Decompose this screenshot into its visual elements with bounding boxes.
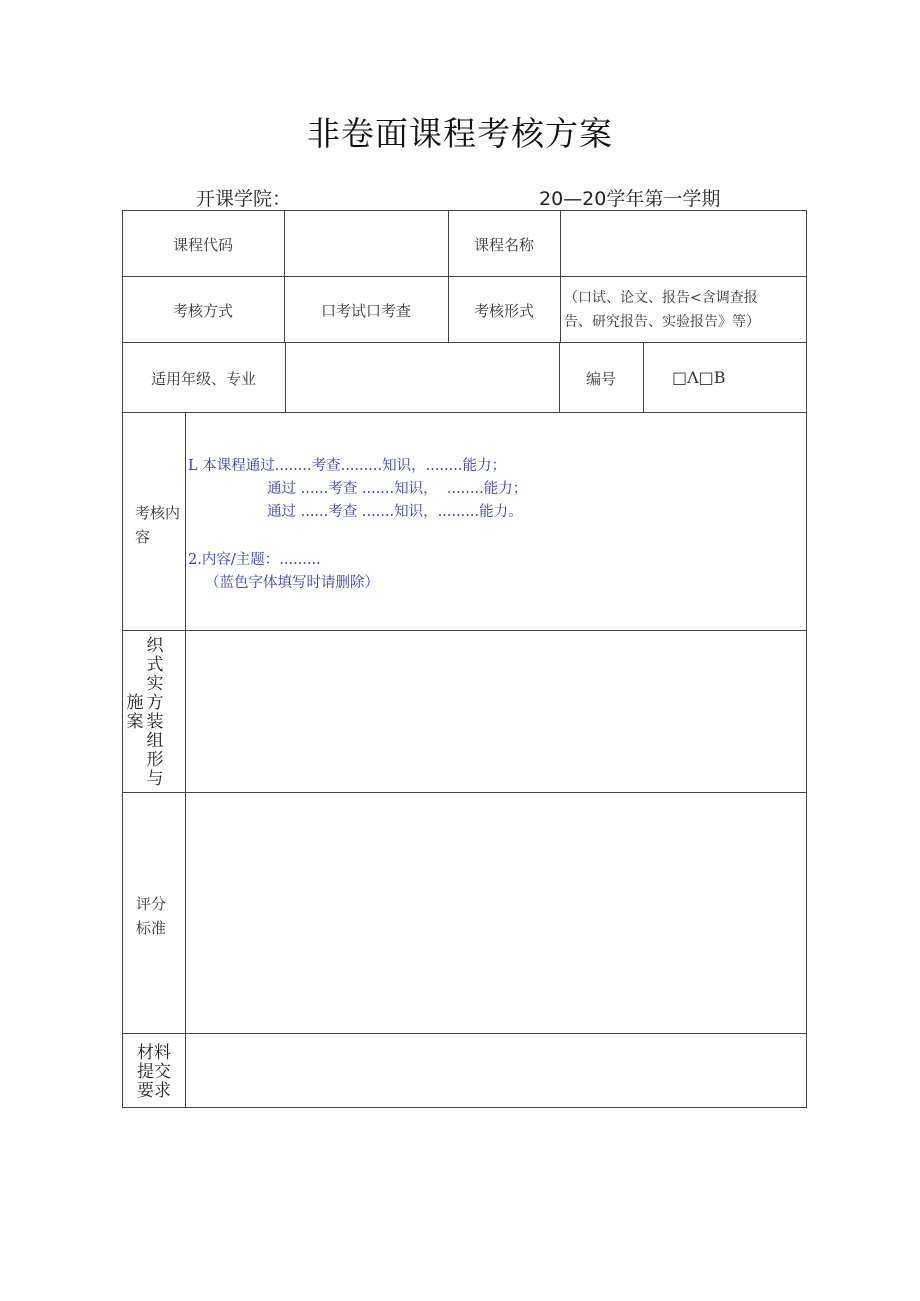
number-value[interactable]: □Λ□B	[672, 368, 726, 387]
content-line-3: 通过 ......考查 .......知识，.........能力。	[267, 504, 523, 520]
content-label-line1: 考核内	[135, 504, 181, 522]
material-label-line1: 材料	[137, 1043, 171, 1063]
course-name-field[interactable]	[562, 212, 805, 275]
method-options[interactable]: 口考试口考查	[320, 302, 411, 320]
criteria-field[interactable]	[187, 794, 805, 1032]
form-note-line1: （口试、论文、报告<含调查报	[564, 290, 758, 306]
content-line-4: 2.内容/主题：.........	[188, 552, 321, 568]
course-code-label: 课程代码	[172, 236, 233, 254]
material-field[interactable]	[187, 1035, 805, 1106]
term-label: 20—20学年第一学期	[539, 188, 721, 210]
material-label-line3: 要求	[137, 1081, 171, 1101]
content-line-1: L 本课程通过........考查.........知识，........能力；	[188, 458, 506, 474]
number-label: 编号	[585, 370, 616, 388]
content-line-2: 通过 ......考查 .......知识， ........能力；	[267, 481, 528, 497]
form-label: 考核形式	[473, 302, 534, 320]
grade-major-field[interactable]	[287, 344, 558, 411]
college-label: 开课学院：	[196, 188, 292, 210]
criteria-label-line2: 标准	[136, 919, 167, 937]
course-name-label: 课程名称	[473, 236, 534, 254]
content-hint: （蓝色字体填写时请删除）	[205, 575, 379, 591]
content-label-line2: 容	[135, 528, 151, 546]
criteria-label-line1: 评分	[136, 895, 167, 913]
organize-field[interactable]	[187, 632, 805, 791]
grade-major-label: 适用年级、专业	[150, 370, 256, 388]
page-title: 非卷面课程考核方案	[307, 114, 613, 153]
course-code-field[interactable]	[286, 212, 447, 275]
form-note-line2: 告、研究报告、实验报告》等）	[564, 314, 760, 330]
material-label-line2: 提交	[137, 1062, 171, 1082]
method-label: 考核方式	[172, 302, 233, 320]
